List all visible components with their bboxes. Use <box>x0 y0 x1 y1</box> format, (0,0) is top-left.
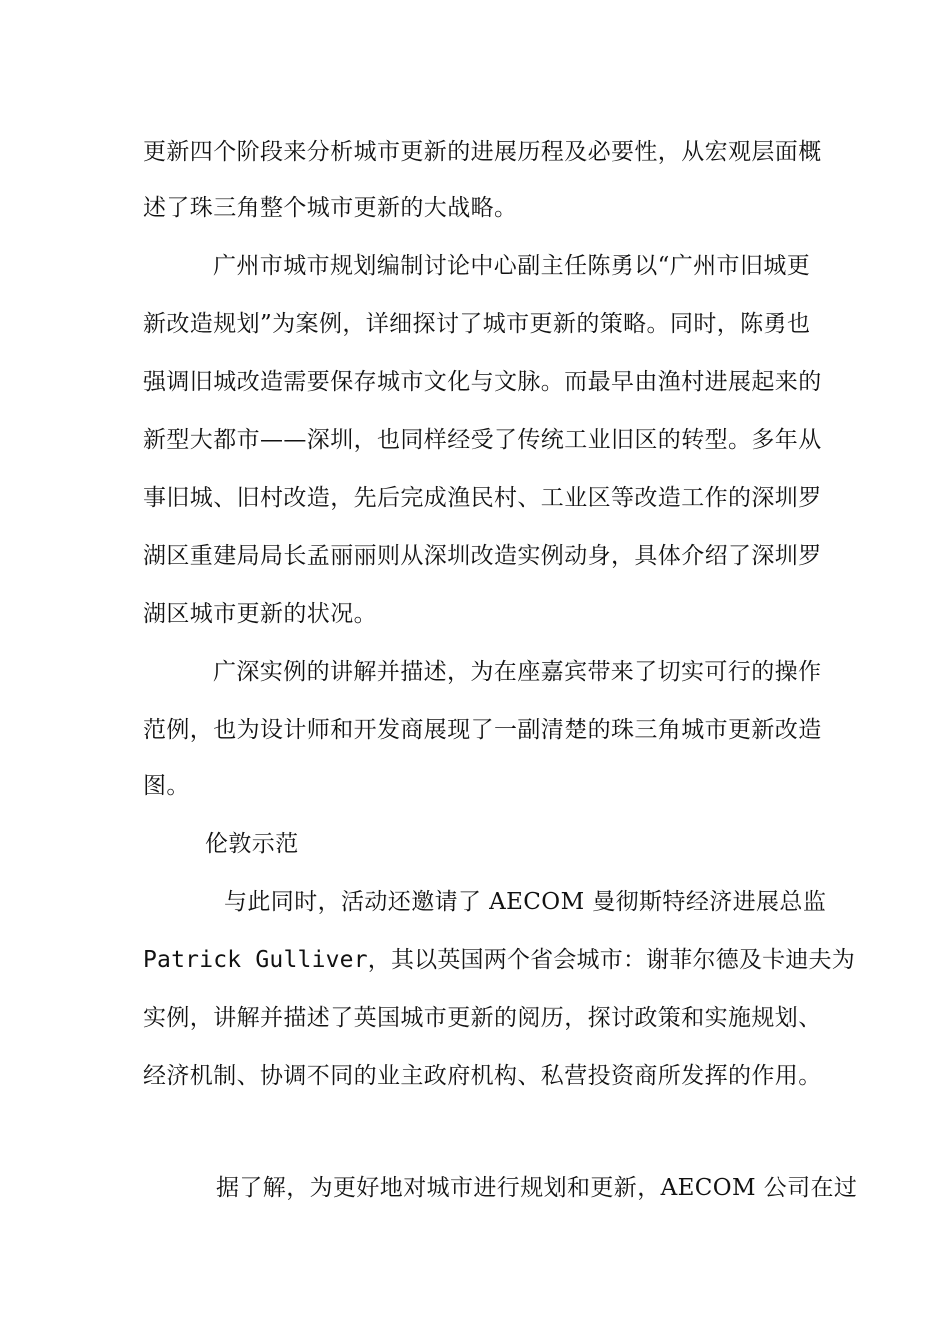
text-line-5: 强调旧城改造需要保存城市文化与文脉。而最早由渔村进展起来的 <box>143 369 822 395</box>
text-line-16: 实例，讲解并描述了英国城市更新的阅历，探讨政策和实施规划、 <box>143 1005 822 1031</box>
text-line-2: 述了珠三角整个城市更新的大战略。 <box>143 195 518 221</box>
text-line-4: 新改造规划”为案例，详细探讨了城市更新的策略。同时，陈勇也 <box>143 311 811 337</box>
text-line-1: 更新四个阶段来分析城市更新的进展历程及必要性，从宏观层面概 <box>143 139 822 165</box>
section-heading: 伦敦示范 <box>205 831 299 857</box>
text-line-3: 广州市城市规划编制讨论中心副主任陈勇以“广州市旧城更 <box>213 253 811 279</box>
text-line-17: 经济机制、协调不同的业主政府机构、私营投资商所发挥的作用。 <box>143 1063 822 1089</box>
text-line-10: 广深实例的讲解并描述，为在座嘉宾带来了切实可行的操作 <box>213 659 822 685</box>
text-line-18: 据了解，为更好地对城市进行规划和更新，AECOM 公司在过 <box>216 1175 858 1201</box>
text-line-7: 事旧城、旧村改造，先后完成渔民村、工业区等改造工作的深圳罗 <box>143 485 822 511</box>
text-line-6: 新型大都市——深圳，也同样经受了传统工业旧区的转型。多年从 <box>143 427 822 453</box>
text-line-8: 湖区重建局局长孟丽丽则从深圳改造实例动身，具体介绍了深圳罗 <box>143 543 822 569</box>
text-line-12: 图。 <box>143 773 190 799</box>
text-line-11: 范例，也为设计师和开发商展现了一副清楚的珠三角城市更新改造 <box>143 717 822 743</box>
text-line-15: Patrick Gulliver，其以英国两个省会城市：谢菲尔德及卡迪夫为 <box>143 947 855 973</box>
text-line-14: 与此同时，活动还邀请了 AECOM 曼彻斯特经济进展总监 <box>224 889 827 915</box>
text-line-9: 湖区城市更新的状况。 <box>143 601 377 627</box>
